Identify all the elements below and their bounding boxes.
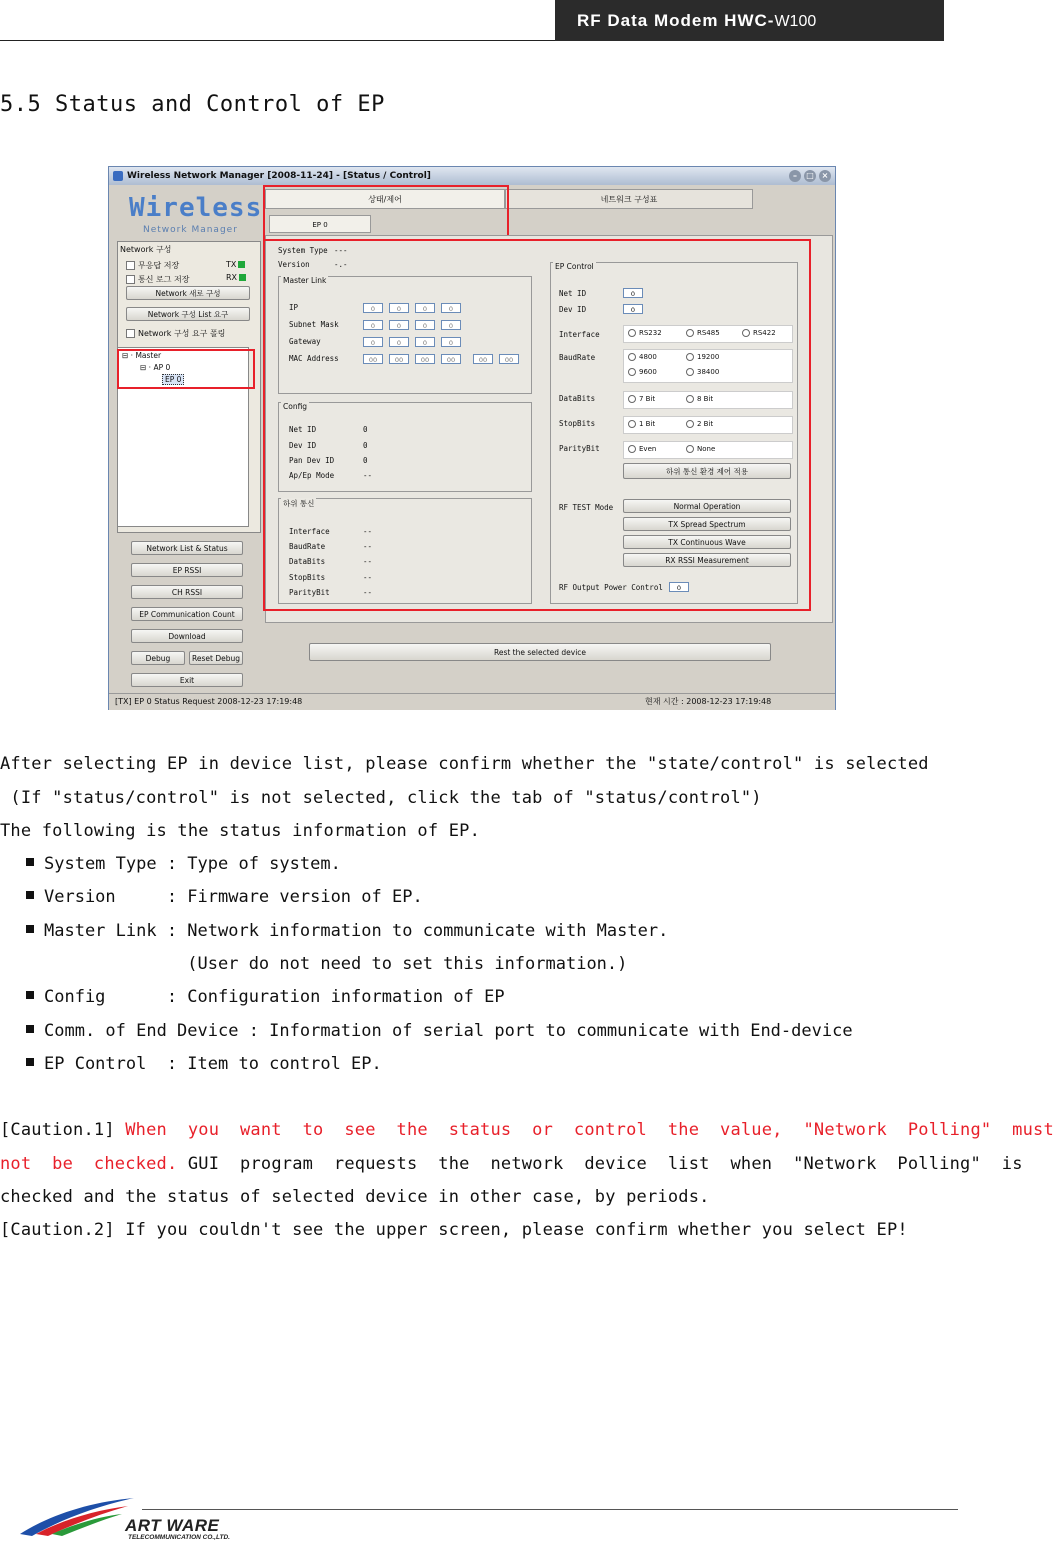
close-icon[interactable]: × xyxy=(819,170,831,182)
bullet-config xyxy=(26,987,505,1007)
window-titlebar xyxy=(109,167,835,185)
bullet-icon xyxy=(26,858,34,866)
comm-baud-label: BaudRate xyxy=(289,542,326,551)
footer-brand: ART WARE xyxy=(125,1516,220,1535)
gateway-octet[interactable]: 0 xyxy=(389,337,409,347)
network-new-button[interactable]: Network 새로 구성 xyxy=(126,286,250,300)
ep-comm-count-button[interactable]: EP Communication Count xyxy=(131,607,243,621)
caution-1-red-2: not be checked. xyxy=(0,1154,178,1174)
comm-parity-value: -- xyxy=(363,588,373,597)
caution-1-rest-1: GUI program requests the network device list when "Network Polling" is xyxy=(177,1154,1023,1174)
rs485-label: RS485 xyxy=(697,329,720,337)
status-left: [TX] EP 0 Status Request 2008-12-23 17:19:48 xyxy=(115,697,303,706)
config-devid-label: Dev ID xyxy=(289,441,317,450)
bullet-icon xyxy=(26,925,34,933)
comm-databits-value: -- xyxy=(363,557,373,566)
gateway-octet[interactable]: 0 xyxy=(441,337,461,347)
rs232-label: RS232 xyxy=(639,329,662,337)
header-product: RF Data Modem HWC- xyxy=(577,11,775,30)
rf-power-label: RF Output Power Control xyxy=(559,583,663,592)
tree-node-ap[interactable]: ⊟ · AP 0 xyxy=(140,363,171,372)
rf-power-input[interactable]: 0 xyxy=(669,582,689,592)
bullet-icon xyxy=(26,1025,34,1033)
apply-comm-button[interactable]: 하위 통신 환경 제어 적용 xyxy=(623,463,791,479)
ip-octet[interactable]: 0 xyxy=(441,303,461,313)
subtab-ep0[interactable]: EP 0 xyxy=(269,215,371,233)
bullet-note-text: (User do not need to set this information.) xyxy=(44,954,628,974)
caution-1-prefix: [Caution.1] xyxy=(0,1120,126,1140)
caution-1-red-1: When you want to see the status or control the value, "Network Polling" must xyxy=(125,1120,1054,1140)
rx-indicator xyxy=(226,273,246,282)
rx-rssi-measurement-button[interactable]: RX RSSI Measurement xyxy=(623,553,791,567)
ep-netid-label: Net ID xyxy=(559,289,587,298)
rx-label: RX xyxy=(226,273,238,282)
ep-netid-input[interactable]: 0 xyxy=(623,288,643,298)
even-label: Even xyxy=(639,445,657,453)
artware-logo-icon xyxy=(18,1494,136,1538)
gateway-octet[interactable]: 0 xyxy=(363,337,383,347)
logo-area xyxy=(109,185,261,237)
tx-led-icon xyxy=(238,261,245,268)
ep-stopbits-label: StopBits xyxy=(559,419,596,428)
mac-byte[interactable]: 00 xyxy=(473,354,493,364)
bullet-version xyxy=(26,887,423,907)
bullet-ep-control xyxy=(26,1054,382,1074)
check-polling[interactable] xyxy=(126,328,225,339)
ep-databits-label: DataBits xyxy=(559,394,596,403)
ep-devid-label: Dev ID xyxy=(559,305,587,314)
ep-rssi-button[interactable]: EP RSSI xyxy=(131,563,243,577)
mac-byte[interactable]: 00 xyxy=(441,354,461,364)
check-polling-label: Network 구성 요구 폴링 xyxy=(138,329,226,338)
config-mode-label: Ap/Ep Mode xyxy=(289,471,335,480)
network-list-button[interactable]: Network 구성 List 요구 xyxy=(126,307,250,321)
rx-led-icon xyxy=(239,274,246,281)
none-label: None xyxy=(697,445,716,453)
ip-octet[interactable]: 0 xyxy=(363,303,383,313)
reset-device-button[interactable]: Rest the selected device xyxy=(309,643,771,661)
bullet-master-link xyxy=(26,921,668,941)
network-list-status-button[interactable]: Network List & Status xyxy=(131,541,243,555)
config-pandev-label: Pan Dev ID xyxy=(289,456,335,465)
baud-9600-label: 9600 xyxy=(639,368,657,376)
bullet-system-type xyxy=(26,854,341,874)
version-label: Version xyxy=(278,260,310,269)
footer-rule xyxy=(142,1509,958,1510)
bullet-note xyxy=(26,954,627,974)
bullet-icon xyxy=(26,991,34,999)
tree-node-master[interactable]: ⊟ · Master xyxy=(122,351,162,360)
version-value: -.- xyxy=(334,260,348,269)
app-icon xyxy=(113,171,123,181)
checkbox-icon xyxy=(126,329,135,338)
logo-subtext: Network Manager xyxy=(143,225,238,235)
baud-38400-label: 38400 xyxy=(697,368,720,376)
status-bar xyxy=(109,693,835,710)
tx-continuous-wave-button[interactable]: TX Continuous Wave xyxy=(623,535,791,549)
bullet-text: Comm. of End Device : Information of serial port to communicate with End-device xyxy=(44,1021,853,1041)
7bit-label: 7 Bit xyxy=(639,395,656,403)
system-type-label: System Type xyxy=(278,246,328,255)
comm-databits-label: DataBits xyxy=(289,557,326,566)
mac-label: MAC Address xyxy=(289,354,339,363)
bullet-text: Config : Configuration information of EP xyxy=(44,987,505,1007)
network-panel-title: Network 구성 xyxy=(120,245,172,254)
section-title: 5.5 Status and Control of EP xyxy=(0,92,385,117)
subnet-octet[interactable]: 0 xyxy=(441,320,461,330)
check-commlog-label: 통신 로그 저장 xyxy=(138,275,190,284)
status-right: 현재 시간 : 2008-12-23 17:19:48 xyxy=(645,697,772,706)
tree-master-label: Master xyxy=(135,351,162,360)
ch-rssi-button[interactable]: CH RSSI xyxy=(131,585,243,599)
highlight-tabs xyxy=(263,185,509,239)
ip-label: IP xyxy=(289,303,299,312)
comm-stopbits-label: StopBits xyxy=(289,573,326,582)
ep-baudrate-label: BaudRate xyxy=(559,353,596,362)
8bit-label: 8 Bit xyxy=(697,395,714,403)
minimize-icon[interactable]: – xyxy=(789,170,801,182)
debug-button[interactable]: Debug xyxy=(131,651,185,665)
comm-parity-label: ParityBit xyxy=(289,588,330,597)
caution-1-line-2 xyxy=(0,1154,1023,1174)
subnet-octet[interactable]: 0 xyxy=(389,320,409,330)
comm-interface-label: Interface xyxy=(289,527,330,536)
app-screenshot xyxy=(108,166,836,710)
ip-octet[interactable]: 0 xyxy=(389,303,409,313)
baud-19200-label: 19200 xyxy=(697,353,720,361)
check-commlog[interactable] xyxy=(126,274,189,285)
ep-interface-label: Interface xyxy=(559,330,600,339)
normal-operation-button[interactable]: Normal Operation xyxy=(623,499,791,513)
bullet-text: Master Link : Network information to communicate with Master. xyxy=(44,921,669,941)
reset-debug-button[interactable]: Reset Debug xyxy=(189,651,243,665)
tab-status-control[interactable]: 상태/제어 xyxy=(265,189,505,209)
highlight-tree xyxy=(117,349,255,389)
footer-brand-sub: TELECOMMUNICATION CO.,LTD. xyxy=(128,1534,230,1541)
subnet-label: Subnet Mask xyxy=(289,320,339,329)
bullet-text: System Type : Type of system. xyxy=(44,854,341,874)
tx-label: TX xyxy=(226,260,237,269)
config-mode-value: -- xyxy=(363,471,373,480)
highlight-status-area xyxy=(263,239,811,611)
mac-byte[interactable]: 00 xyxy=(389,354,409,364)
comm-interface-value: -- xyxy=(363,527,373,536)
logo-text: Wireless xyxy=(129,193,263,223)
baud-4800-label: 4800 xyxy=(639,353,657,361)
config-netid-value: 0 xyxy=(363,425,368,434)
ip-octet[interactable]: 0 xyxy=(415,303,435,313)
comm-stopbits-value: -- xyxy=(363,573,373,582)
caution-1-line-1 xyxy=(0,1120,1054,1140)
ep-devid-input[interactable]: 0 xyxy=(623,304,643,314)
exit-button[interactable]: Exit xyxy=(131,673,243,687)
tx-spread-spectrum-button[interactable]: TX Spread Spectrum xyxy=(623,517,791,531)
tx-indicator xyxy=(226,260,245,269)
header-model: W100 xyxy=(774,13,817,30)
ep-control-title: EP Control xyxy=(555,262,594,271)
config-pandev-value: 0 xyxy=(363,456,368,465)
rf-test-label: RF TEST Mode xyxy=(559,503,614,512)
config-netid-label: Net ID xyxy=(289,425,317,434)
rs422-label: RS422 xyxy=(753,329,776,337)
header-product-box xyxy=(555,0,944,41)
2bit-label: 2 Bit xyxy=(697,420,714,428)
paragraph-1: After selecting EP in device list, please confirm whether the "state/control" is selected xyxy=(0,754,929,774)
config-title: Config xyxy=(283,402,308,411)
bullet-text: Version : Firmware version of EP. xyxy=(44,887,423,907)
comm-baud-value: -- xyxy=(363,542,373,551)
window-controls xyxy=(789,170,831,182)
check-noresponse-label: 무응답 저장 xyxy=(138,261,180,270)
maximize-icon[interactable]: □ xyxy=(804,170,816,182)
subnet-octet[interactable]: 0 xyxy=(415,320,435,330)
download-button[interactable]: Download xyxy=(131,629,243,643)
caution-2: [Caution.2] If you couldn't see the upper screen, please confirm whether you select EP! xyxy=(0,1220,908,1240)
1bit-label: 1 Bit xyxy=(639,420,656,428)
checkbox-icon xyxy=(126,261,135,270)
paragraph-3: The following is the status information of EP. xyxy=(0,821,481,841)
tree-ep-label: EP 0 xyxy=(165,375,182,384)
mac-byte[interactable]: 00 xyxy=(415,354,435,364)
ep-paritybit-label: ParityBit xyxy=(559,444,600,453)
paragraph-2: (If "status/control" is not selected, click the tab of "status/control") xyxy=(0,788,762,808)
bullet-icon xyxy=(26,891,34,899)
master-link-title: Master Link xyxy=(283,276,327,285)
bullet-icon xyxy=(26,1058,34,1066)
check-noresponse[interactable] xyxy=(126,260,179,271)
config-devid-value: 0 xyxy=(363,441,368,450)
comm-title: 하위 통신 xyxy=(283,499,315,508)
gateway-octet[interactable]: 0 xyxy=(415,337,435,347)
window-title: Wireless Network Manager [2008-11-24] - [Status / Control] xyxy=(127,171,431,181)
bullet-comm xyxy=(26,1021,853,1041)
tree-ap-label: AP 0 xyxy=(153,363,171,372)
mac-byte[interactable]: 00 xyxy=(363,354,383,364)
tab-network-table[interactable]: 네트워크 구성표 xyxy=(505,189,753,209)
subnet-octet[interactable]: 0 xyxy=(363,320,383,330)
checkbox-icon xyxy=(126,275,135,284)
caution-1-line-3: checked and the status of selected device in other case, by periods. xyxy=(0,1187,710,1207)
gateway-label: Gateway xyxy=(289,337,321,346)
system-type-value: --- xyxy=(334,246,348,255)
mac-byte[interactable]: 00 xyxy=(499,354,519,364)
bullet-text: EP Control : Item to control EP. xyxy=(44,1054,382,1074)
